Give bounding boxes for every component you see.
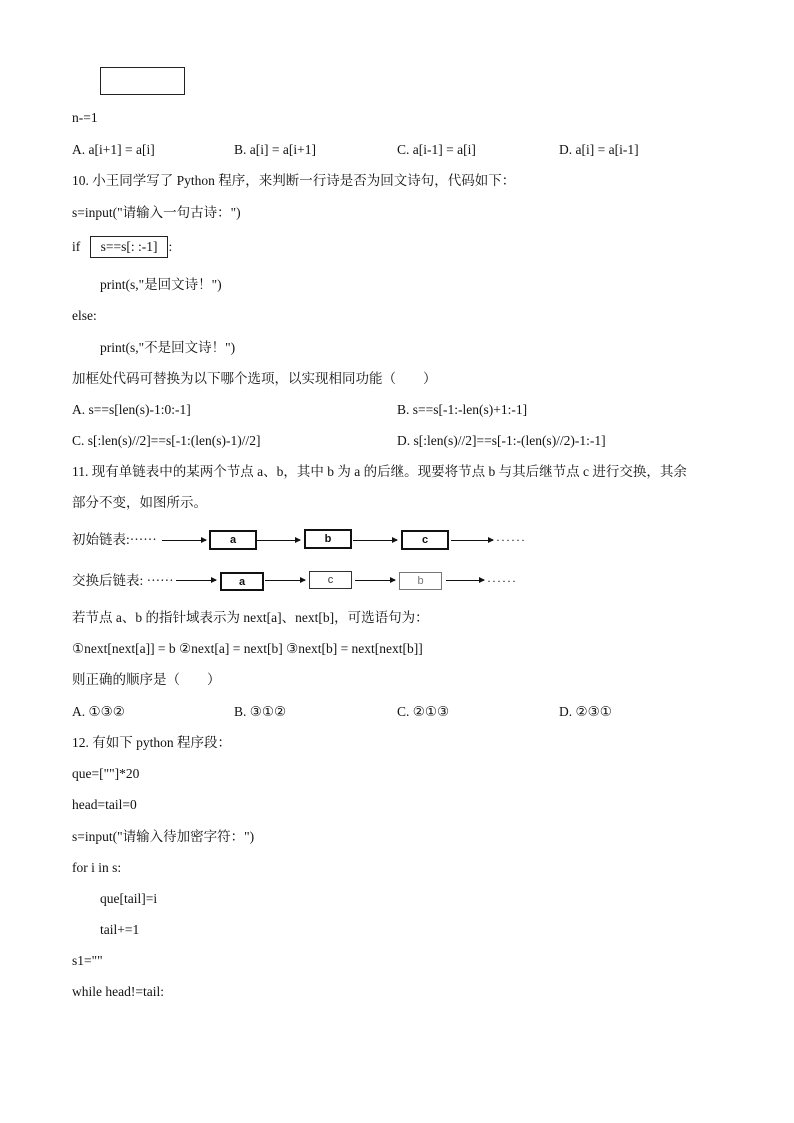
q11-statements: ①next[next[a]] = b ②next[a] = next[b] ③next[b] = next[next[b]] — [72, 641, 423, 656]
arrow — [451, 540, 493, 541]
q9-code-line: n-=1 — [72, 110, 98, 125]
arrow — [176, 580, 216, 581]
list-node-c: c — [401, 530, 449, 550]
q10-code-if — [72, 236, 172, 258]
arrow — [265, 580, 305, 581]
list-node-b: b — [304, 529, 352, 549]
arrow — [446, 580, 484, 581]
swapped-list-label: 交换后链表: ······ — [72, 573, 174, 588]
arrow — [162, 540, 206, 541]
q9-option-b: B. a[i] = a[i+1] — [234, 142, 316, 157]
if-keyword: if — [72, 239, 81, 254]
q11-stem-line-1: 11. 现有单链表中的某两个节点 a、b，其中 b 为 a 的后继。现要将节点 b 与其后继节点 c 进行交换，其余 — [72, 464, 687, 479]
q10-question: 加框处代码可替换为以下哪个选项，以实现相同功能（ ） — [72, 371, 437, 386]
q11-question: 则正确的顺序是（ ） — [72, 672, 221, 687]
q12-code-line-8: while head!=tail: — [72, 984, 164, 999]
q11-option-b: B. ③①② — [234, 704, 287, 719]
answer-blank-box — [100, 67, 185, 95]
q11-stem-line-2: 部分不变，如图所示。 — [72, 495, 207, 510]
list-node-a: a — [209, 530, 257, 550]
arrow — [256, 540, 300, 541]
q10-option-d: D. s[:len(s)//2]==s[-1:-(len(s)//2)-1:-1] — [397, 433, 606, 448]
tail-dots: ······ — [487, 574, 517, 588]
q10-option-a: A. s==s[len(s)-1:0:-1] — [72, 402, 191, 417]
arrow — [355, 580, 395, 581]
initial-list-label: 初始链表:······ — [72, 532, 157, 547]
q10-code-line-1: s=input("请输入一句古诗：") — [72, 205, 241, 220]
q11-option-a: A. ①③② — [72, 704, 125, 719]
q11-option-c: C. ②①③ — [397, 704, 450, 719]
q10-option-b: B. s==s[-1:-len(s)+1:-1] — [397, 402, 528, 417]
q11-option-d: D. ②③① — [559, 704, 612, 719]
q12-code-line-2: head=tail=0 — [72, 797, 137, 812]
q9-option-c: C. a[i-1] = a[i] — [397, 142, 476, 157]
q9-option-d: D. a[i] = a[i-1] — [559, 142, 639, 157]
list-node-b: b — [399, 572, 442, 590]
q10-code-line-4: else: — [72, 308, 97, 323]
q12-code-line-5: que[tail]=i — [100, 891, 158, 906]
q12-code-line-1: que=[""]*20 — [72, 766, 140, 781]
colon: : — [168, 239, 173, 254]
q9-option-a: A. a[i+1] = a[i] — [72, 142, 155, 157]
q10-code-line-3: print(s,"是回文诗！") — [100, 277, 222, 292]
q11-pointer-text: 若节点 a、b 的指针域表示为 next[a]、next[b]，可选语句为： — [72, 610, 429, 625]
q12-code-line-3: s=input("请输入待加密字符：") — [72, 829, 255, 844]
list-node-c: c — [309, 571, 352, 589]
q10-option-c: C. s[:len(s)//2]==s[-1:(len(s)-1)//2] — [72, 433, 261, 448]
boxed-code: s==s[: :-1] — [90, 236, 169, 258]
q12-code-line-6: tail+=1 — [100, 922, 140, 937]
q10-code-line-5: print(s,"不是回文诗！") — [100, 340, 236, 355]
q12-code-line-4: for i in s: — [72, 860, 122, 875]
q12-stem: 12. 有如下 python 程序段： — [72, 735, 232, 750]
tail-dots: ······ — [496, 533, 526, 547]
list-node-a: a — [220, 572, 264, 591]
arrow — [353, 540, 397, 541]
q10-stem: 10. 小王同学写了 Python 程序，来判断一行诗是否为回文诗句，代码如下： — [72, 173, 516, 188]
q12-code-line-7: s1="" — [72, 953, 103, 968]
